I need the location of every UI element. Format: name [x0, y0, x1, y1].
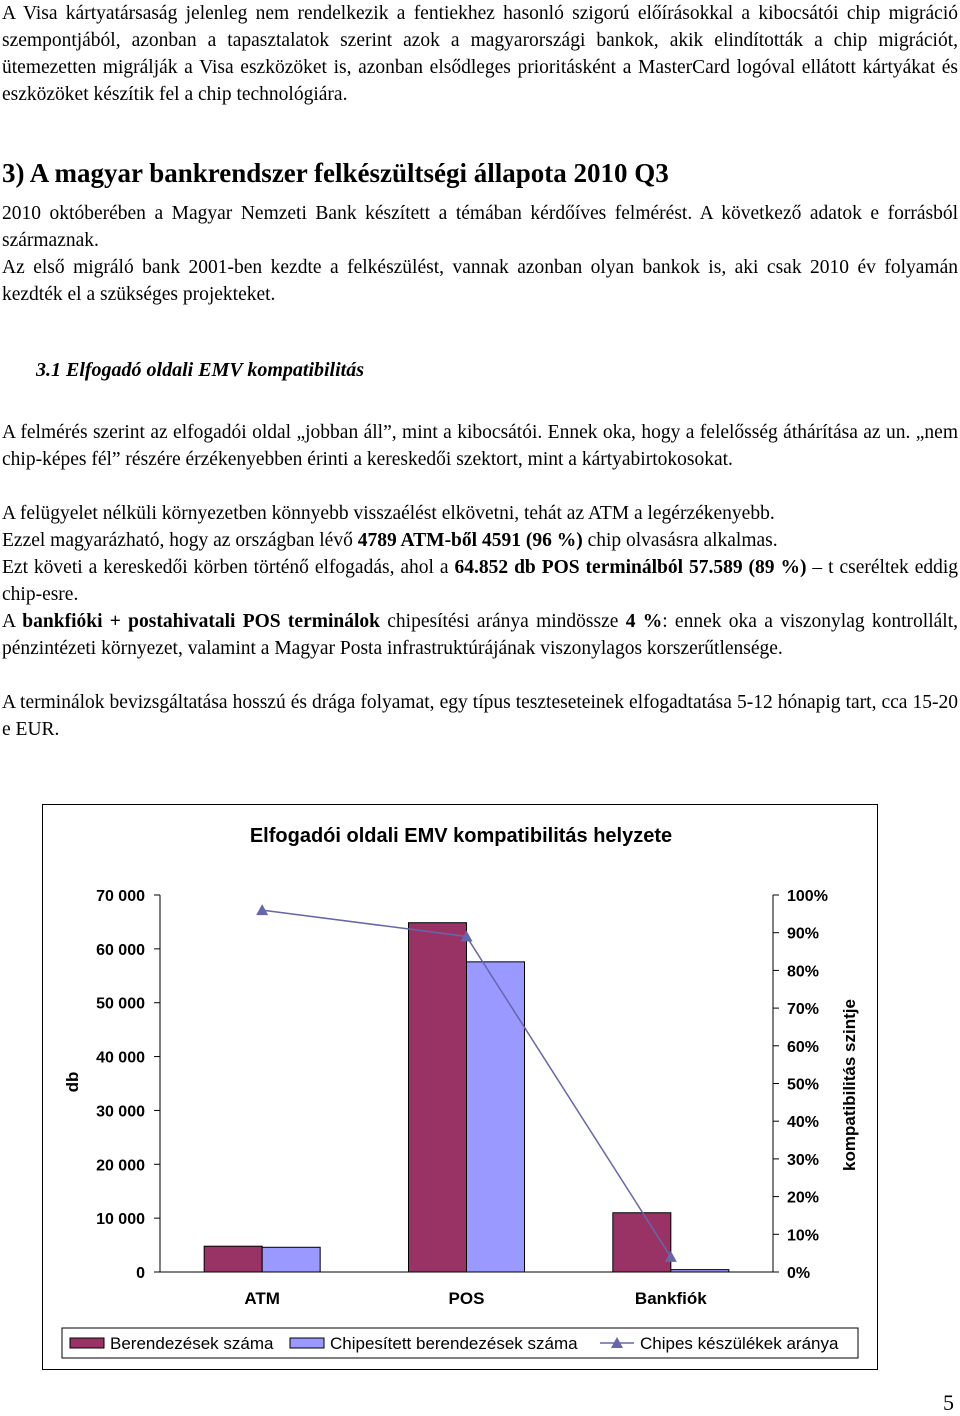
y-right-tick-label: 30%: [787, 1151, 820, 1169]
pos-figures: 64.852 db POS terminálból 57.589 (89 %): [454, 557, 807, 578]
paragraph-visa: A Visa kártyatársaság jelenleg nem rendelkezik a fentiekhez hasonló szigorú előírásokkal a kibocsátói chip migráció szempontjából, azonban a tapasztalatok szerint azok a magyarországi bankok, akik elindították a chip migrációt, ütemezetten migrálják a Visa eszközöket is, azonban elsődleges prioritásként a MasterCard logóval ellátott kártyákat és eszközöket készítik fel a chip technológiára.: [2, 3, 958, 105]
legend-swatch: [70, 1338, 104, 1348]
x-category-label: Bankfiók: [634, 1289, 707, 1308]
y-right-tick-label: 70%: [787, 1001, 820, 1019]
page-number: 5: [943, 1390, 954, 1415]
y-right-tick-label: 90%: [787, 925, 820, 943]
atm-text-post: chip olvasásra alkalmas.: [582, 530, 778, 551]
y-right-tick-label: 80%: [787, 963, 820, 981]
legend-label: Chipes készülékek aránya: [640, 1334, 839, 1353]
section-heading: 3) A magyar bankrendszer felkészültségi állapota 2010 Q3: [2, 158, 669, 188]
y-tick-label: 70 000: [96, 888, 145, 905]
legend-label: Berendezések száma: [110, 1334, 274, 1353]
y-tick-label: 20 000: [96, 1157, 145, 1175]
paragraph-testing: A terminálok bevizsgáltatása hosszú és drága folyamat, egy típus teszteseteinek elfogadtatása 5-12 hónapig tart, cca 15-20 e EUR.: [2, 692, 958, 740]
y-right-tick-label: 50%: [787, 1076, 820, 1094]
y-tick-label: 10 000: [96, 1211, 145, 1229]
y-right-tick-label: 100%: [787, 888, 828, 905]
y-tick-label: 40 000: [96, 1049, 145, 1067]
y-right-tick-label: 0%: [787, 1265, 811, 1282]
branch-text-mid: chipesítési aránya mindössze: [380, 611, 626, 632]
branch-percent: 4 %: [625, 611, 663, 632]
y-tick-label: 50 000: [96, 995, 145, 1013]
bar-devices: [204, 1246, 262, 1272]
y-right-tick-label: 20%: [787, 1189, 820, 1207]
y-right-tick-label: 40%: [787, 1114, 820, 1132]
branch-text-post: : ennek oka a viszonylag kontrollált, pénzintézeti környezet, valamint a Magyar Posta infrastruktúrájának viszonylagos korszerűtlensége.: [2, 611, 958, 659]
y-axis-right-label: kompatibilitás szintje: [840, 999, 859, 1171]
chart-title: Elfogadói oldali EMV kompatibilitás helyzete: [249, 825, 673, 847]
x-category-label: POS: [448, 1289, 485, 1308]
branch-terminals: bankfióki + postahivatali POS terminálok: [22, 611, 380, 632]
paragraph-unattended: A felügyelet nélküli környezetben könnyebb visszaélést elkövetni, tehát az ATM a legérzékenyebb.: [2, 503, 775, 524]
bar-devices: [409, 923, 467, 1272]
pos-text-pre: Ezt követi a kereskedői körben történő elfogadás, ahol a: [2, 557, 455, 578]
branch-text-pre: A: [2, 611, 23, 632]
legend-label: Chipesített berendezések száma: [330, 1334, 578, 1353]
pos-text-post: – t cseréltek eddig chip-esre.: [2, 557, 959, 605]
bar-chip-devices: [262, 1247, 320, 1272]
paragraph-acceptor: A felmérés szerint az elfogadói oldal „jobban áll”, mint a kibocsátói. Ennek oka, hogy a felelősség áthárítása az un. „nem chip-képes fél” részére érzékenyebben érinti a kereskedői szektort, mint a kártyabirtokosokat.: [2, 422, 958, 470]
subsection-heading: 3.1 Elfogadó oldali EMV kompatibilitás: [36, 359, 365, 381]
plot-area: [62, 888, 858, 1358]
paragraph-first-bank: Az első migráló bank 2001-ben kezdte a felkészülést, vannak azonban olyan bankok is, aki csak 2010 év folyamán kezdték el a szükséges projekteket.: [2, 257, 958, 305]
y-right-tick-label: 10%: [787, 1227, 820, 1245]
y-axis-label: db: [63, 1071, 82, 1093]
ratio-marker: [256, 904, 268, 915]
y-tick-label: 60 000: [96, 941, 145, 959]
legend-swatch: [290, 1338, 324, 1348]
y-right-tick-label: 60%: [787, 1038, 820, 1056]
atm-figures: 4789 ATM-ből 4591 (96 %): [357, 530, 583, 551]
bar-chip-devices: [467, 962, 525, 1272]
y-tick-label: 30 000: [96, 1103, 145, 1121]
atm-text-pre: Ezzel magyarázható, hogy az országban lévő: [2, 530, 358, 551]
y-tick-label: 0: [136, 1265, 145, 1282]
paragraph-survey: 2010 októberében a Magyar Nemzeti Bank készített a témában kérdőíves felmérést. A következő adatok e forrásból származnak.: [2, 203, 958, 251]
x-category-label: ATM: [244, 1289, 280, 1308]
